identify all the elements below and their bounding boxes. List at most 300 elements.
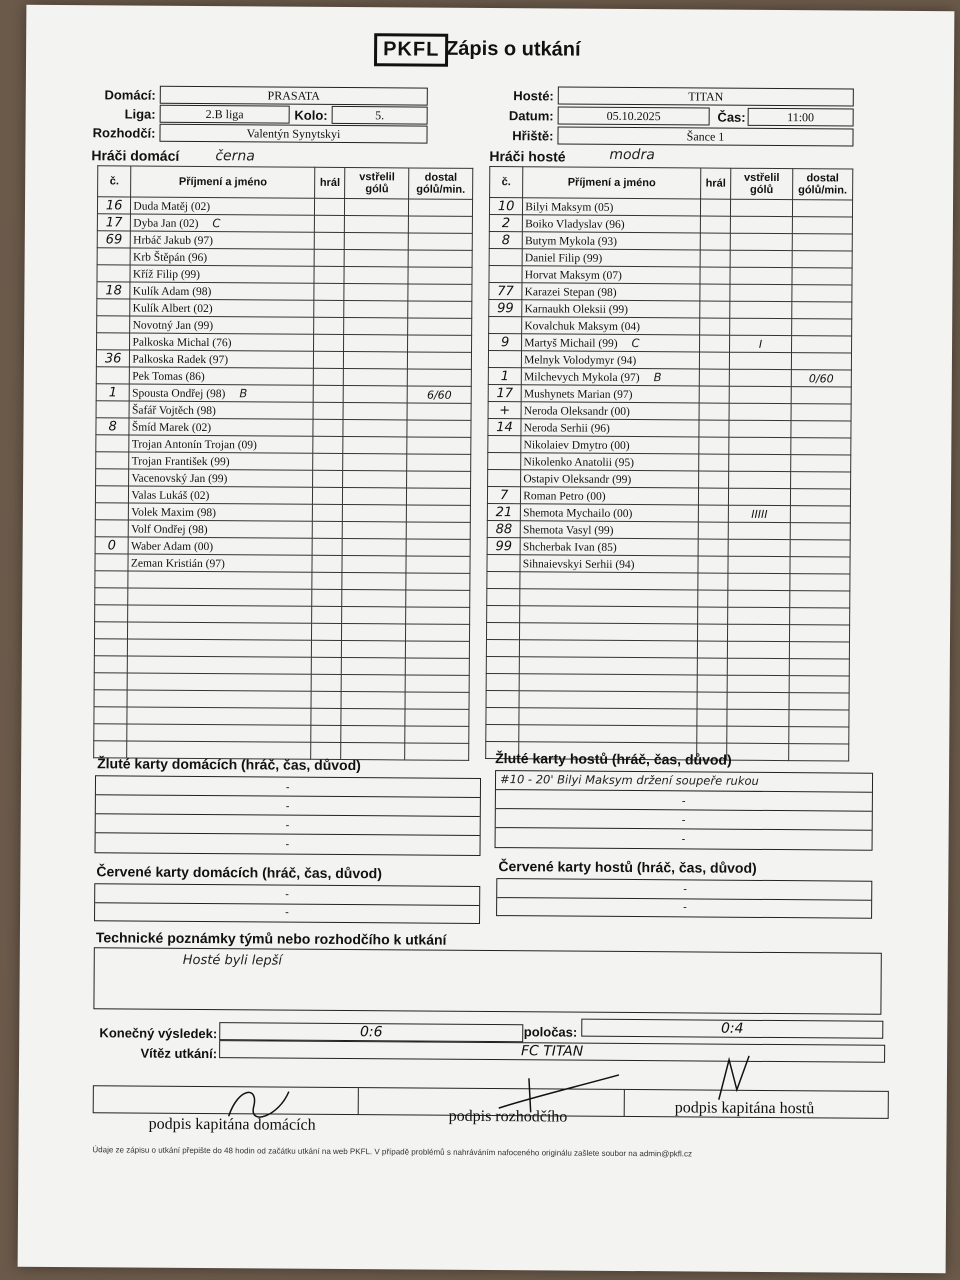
cell-name	[522, 249, 700, 267]
away-red-box: - -	[496, 878, 872, 919]
cell-scored	[345, 199, 409, 216]
away-roster-table	[485, 166, 853, 762]
cell-conceded	[790, 472, 850, 489]
cell-name	[129, 435, 313, 453]
cell-conceded	[405, 743, 469, 760]
player-name: Nikolaiev Dmytro (00)	[523, 439, 630, 452]
cell-name	[130, 299, 314, 317]
cell-played	[312, 555, 342, 572]
cell-conceded	[789, 727, 849, 744]
player-name: Trojan Antonín Trojan (09)	[131, 438, 257, 452]
player-name: Neroda Oleksandr (00)	[523, 405, 630, 418]
cell-scored	[730, 318, 792, 335]
cell-name	[130, 384, 314, 402]
cell-conceded	[408, 267, 472, 284]
cell-scored	[342, 657, 406, 674]
cell-conceded	[406, 573, 470, 590]
cell-num	[486, 674, 519, 691]
cell-conceded	[408, 335, 472, 352]
cell-num: 16	[97, 197, 131, 214]
cell-played	[700, 301, 730, 318]
cell-name	[521, 385, 699, 403]
time-value: 11:00	[748, 108, 854, 127]
cell-num	[488, 351, 521, 368]
cell-name	[128, 571, 312, 589]
cell-conceded	[790, 574, 850, 591]
cell-name	[519, 691, 697, 709]
player-name: Dyba Jan (02)	[133, 217, 199, 230]
player-name: Milchevych Mykola (97)	[524, 371, 640, 385]
cell-scored	[343, 521, 407, 538]
cell-name	[129, 469, 313, 487]
cell-scored	[728, 573, 790, 590]
player-name: Kulík Albert (02)	[132, 302, 213, 316]
player-name: Duda Matěj (02)	[133, 200, 211, 214]
col-num: č.	[98, 166, 132, 197]
cell-name	[520, 623, 698, 641]
cell-name	[131, 214, 315, 232]
cell-conceded	[405, 692, 469, 709]
cell-conceded	[405, 726, 469, 743]
away-players-label: Hráči hosté	[489, 148, 566, 165]
cell-played	[313, 470, 343, 487]
player-name: Šafář Vojtěch (98)	[131, 404, 216, 418]
cell-scored	[344, 267, 408, 284]
cell-num	[487, 589, 520, 606]
player-name: Bilyi Maksym (05)	[525, 201, 614, 214]
cell-played	[698, 607, 728, 624]
cell-played	[697, 641, 727, 658]
col-conceded: dostal gólů/min.	[792, 169, 852, 200]
cell-num	[97, 333, 131, 350]
cell-played	[699, 454, 729, 471]
cell-played	[313, 487, 343, 504]
cell-name	[520, 606, 698, 624]
player-name: Butym Mykola (93)	[524, 235, 618, 248]
document-title: Zápis o utkání	[446, 37, 581, 61]
cell-conceded	[791, 336, 851, 353]
cell-name	[522, 266, 700, 284]
cell-scored	[730, 352, 792, 369]
cell-scored	[728, 607, 790, 624]
cell-num	[95, 554, 129, 571]
cell-num	[94, 673, 128, 690]
cell-name	[520, 589, 698, 607]
cell-scored	[727, 675, 789, 692]
cell-played	[311, 640, 341, 657]
cell-played	[311, 674, 341, 691]
cell-conceded	[407, 403, 471, 420]
cell-scored	[729, 420, 791, 437]
cell-played	[313, 453, 343, 470]
cell-scored	[727, 743, 789, 760]
away-yellow-box: #10 - 20' Bilyi Maksym držení soupeře rukou - - -	[495, 770, 874, 851]
cell-scored	[730, 267, 792, 284]
cell-played	[314, 266, 344, 283]
player-role-note: C	[212, 216, 221, 231]
cell-num	[486, 725, 519, 742]
cell-played	[700, 284, 730, 301]
cell-num: 17	[97, 214, 131, 231]
cell-conceded	[791, 421, 851, 438]
cell-conceded	[408, 369, 472, 386]
cell-num: 18	[97, 282, 131, 299]
cell-played	[312, 589, 342, 606]
cell-conceded	[407, 420, 471, 437]
cell-scored	[345, 233, 409, 250]
cell-num	[487, 555, 520, 572]
cell-name	[519, 674, 697, 692]
cell-scored	[343, 453, 407, 470]
player-name: Daniel Filip (99)	[524, 252, 603, 265]
player-name: Mushynets Marian (97)	[523, 388, 633, 402]
cell-conceded	[406, 556, 470, 573]
cell-conceded	[406, 658, 470, 675]
cell-conceded	[408, 352, 472, 369]
cell-conceded	[789, 608, 849, 625]
player-name: Vacenovský Jan (99)	[131, 472, 228, 486]
pkfl-logo: PKFL	[374, 33, 448, 67]
home-roster-table	[93, 165, 473, 761]
cell-scored	[344, 318, 408, 335]
cell-played	[699, 420, 729, 437]
cell-scored	[728, 624, 790, 641]
cell-played	[698, 573, 728, 590]
cell-played	[313, 351, 343, 368]
cell-conceded	[791, 387, 851, 404]
cell-played	[313, 436, 343, 453]
cell-scored	[728, 590, 790, 607]
cell-scored	[344, 284, 408, 301]
cell-scored	[341, 708, 405, 725]
cell-conceded	[408, 318, 472, 335]
cell-conceded	[405, 675, 469, 692]
cell-name	[129, 503, 313, 521]
cell-name	[522, 334, 700, 352]
cell-conceded	[407, 454, 471, 471]
cell-played	[699, 335, 729, 352]
cell-conceded	[792, 285, 852, 302]
cell-scored	[345, 216, 409, 233]
player-name: Palkoska Radek (97)	[132, 353, 229, 367]
player-name: Shemota Vasyl (99)	[522, 524, 614, 537]
cell-played	[698, 556, 728, 573]
player-name: Nikolenko Anatolii (95)	[523, 456, 635, 470]
cell-scored	[727, 641, 789, 658]
cell-num: 77	[489, 283, 522, 300]
cell-num	[95, 588, 129, 605]
cell-scored	[343, 436, 407, 453]
cell-name	[127, 707, 311, 725]
home-red-label: Červené karty domácích (hráč, čas, důvod)	[96, 863, 382, 882]
cell-played	[314, 215, 344, 232]
cell-played	[312, 538, 342, 555]
cell-conceded	[790, 506, 850, 523]
cell-conceded	[408, 233, 472, 250]
cell-num: 0	[95, 537, 129, 554]
cell-conceded	[406, 641, 470, 658]
cell-num	[96, 452, 130, 469]
cell-played	[314, 283, 344, 300]
cell-name	[520, 521, 698, 539]
cell-scored	[729, 403, 791, 420]
player-name: Pek Tomas (86)	[132, 370, 205, 384]
cell-scored	[344, 386, 408, 403]
cell-conceded	[789, 659, 849, 676]
cell-played	[698, 471, 728, 488]
cell-conceded: 0/60	[791, 370, 851, 387]
away-yellow-entry: #10 - 20' Bilyi Maksym držení soupeře rukou	[499, 772, 759, 788]
cell-conceded	[406, 522, 470, 539]
player-name: Boiko Vladyslav (96)	[525, 218, 625, 231]
cell-conceded	[792, 302, 852, 319]
cell-conceded	[790, 540, 850, 557]
match-sheet-paper	[18, 5, 955, 1273]
cell-conceded	[791, 353, 851, 370]
cell-name	[128, 554, 312, 572]
notes-label: Technické poznámky týmů nebo rozhodčího k utkání	[95, 929, 447, 948]
cell-name	[521, 402, 699, 420]
cell-played	[314, 249, 344, 266]
player-role-note: B	[239, 386, 248, 401]
cell-scored	[728, 522, 790, 539]
home-team: PRASATA	[160, 86, 428, 106]
cell-name	[521, 419, 699, 437]
cell-conceded	[789, 625, 849, 642]
pitch-value: Šance 1	[557, 126, 853, 146]
cell-conceded	[405, 709, 469, 726]
player-name: Valas Lukáš (02)	[131, 489, 210, 503]
cell-scored	[343, 470, 407, 487]
cell-num	[96, 435, 130, 452]
cell-name	[127, 724, 311, 742]
cell-num	[487, 572, 520, 589]
cell-played	[313, 419, 343, 436]
cell-played	[314, 317, 344, 334]
cell-played	[700, 216, 730, 233]
player-name: Palkoska Michal (76)	[132, 336, 232, 350]
player-name: Trojan František (99)	[131, 455, 230, 469]
cell-name	[130, 316, 314, 334]
cell-conceded	[406, 624, 470, 641]
player-name: Martyš Michail (99)	[524, 337, 618, 350]
cell-name	[131, 197, 315, 215]
cell-name	[523, 198, 701, 216]
home-captain-signature-label: podpis kapitána domácích	[148, 1115, 316, 1134]
cell-played	[699, 437, 729, 454]
cell-num	[94, 690, 128, 707]
cell-scored	[730, 250, 792, 267]
cell-played	[698, 488, 728, 505]
cell-played	[315, 198, 345, 215]
cell-num	[94, 656, 128, 673]
cell-name	[131, 248, 315, 266]
col-played: hrál	[315, 167, 346, 198]
cell-conceded	[407, 437, 471, 454]
cell-num	[97, 299, 131, 316]
cell-played	[698, 590, 728, 607]
player-name: Kříž Filip (99)	[132, 268, 201, 281]
cell-num	[96, 367, 130, 384]
cell-scored	[342, 572, 406, 589]
league-label: Liga:	[124, 106, 156, 122]
cell-conceded	[408, 284, 472, 301]
cell-played	[313, 385, 343, 402]
cell-name	[130, 367, 314, 385]
player-name: Karnaukh Oleksii (99)	[524, 303, 629, 316]
cell-name	[130, 282, 314, 300]
cell-scored	[343, 402, 407, 419]
cell-num: 99	[489, 300, 522, 317]
col-conceded: dostal gólů/min.	[409, 168, 473, 199]
cell-played	[314, 232, 344, 249]
cell-name	[522, 317, 700, 335]
col-name: Příjmení a jméno	[131, 166, 315, 198]
cell-conceded	[409, 216, 473, 233]
cell-name	[130, 350, 314, 368]
cell-name	[520, 640, 698, 658]
player-name: Kulík Adam (98)	[132, 285, 212, 299]
cell-conceded	[406, 607, 470, 624]
cell-conceded	[406, 539, 470, 556]
cell-name	[520, 572, 698, 590]
player-name: Sihnaievskyi Serhii (94)	[522, 558, 635, 572]
cell-name	[520, 538, 698, 556]
cell-scored	[730, 301, 792, 318]
player-name: Shcherbak Ivan (85)	[522, 541, 617, 554]
cell-num: 21	[487, 504, 520, 521]
cell-scored	[729, 369, 791, 386]
cell-played	[312, 521, 342, 538]
cell-name	[129, 452, 313, 470]
player-name: Roman Petro (00)	[523, 490, 606, 503]
cell-conceded	[792, 268, 852, 285]
cell-scored	[344, 301, 408, 318]
player-role-note: B	[653, 370, 662, 385]
cell-num	[94, 707, 128, 724]
cell-played	[700, 318, 730, 335]
cell-name	[129, 418, 313, 436]
cell-name	[521, 453, 699, 471]
cell-played	[314, 334, 344, 351]
cell-num	[95, 605, 129, 622]
cell-num	[486, 691, 519, 708]
home-red-box: - -	[94, 883, 480, 924]
cell-played	[698, 522, 728, 539]
cell-num	[95, 571, 129, 588]
footer-note: Údaje ze zápisu o utkání přepište do 48 hodin od začátku utkání na web PKFL. V případě problémů s nahráváním nafoceného originálu zašlete soubor na admin@pkfl.cz	[92, 1145, 693, 1159]
cell-num	[97, 316, 131, 333]
cell-conceded	[407, 505, 471, 522]
home-label: Domácí:	[104, 87, 156, 103]
cell-scored	[343, 504, 407, 521]
cell-num: 7	[487, 487, 520, 504]
cell-name	[521, 487, 699, 505]
player-name: Melnyk Volodymyr (94)	[524, 354, 637, 368]
cell-num	[489, 266, 522, 283]
final-score-value: 0:6	[219, 1022, 523, 1042]
cell-num: 88	[487, 521, 520, 538]
cell-name	[131, 231, 315, 249]
cell-played	[313, 402, 343, 419]
cell-conceded	[791, 455, 851, 472]
cell-played	[311, 725, 341, 742]
cell-scored	[342, 606, 406, 623]
cell-num	[488, 436, 521, 453]
cell-scored: IIIII	[728, 505, 790, 522]
cell-num	[489, 317, 522, 334]
cell-num	[488, 470, 521, 487]
cell-conceded	[789, 710, 849, 727]
away-red-label: Červené karty hostů (hráč, čas, důvod)	[498, 858, 757, 876]
cell-num	[487, 606, 520, 623]
cell-scored	[729, 471, 791, 488]
final-score-label: Konečný výsledek:	[99, 1025, 218, 1042]
cell-played	[313, 368, 343, 385]
halftime-label: poločas:	[523, 1024, 578, 1040]
cell-name	[521, 368, 699, 386]
player-name: Novotný Jan (99)	[132, 319, 214, 333]
winner-value: FC TITAN	[219, 1040, 885, 1063]
cell-name	[522, 351, 700, 369]
cell-name	[128, 588, 312, 606]
cell-conceded	[789, 642, 849, 659]
player-name: Zeman Kristián (97)	[130, 557, 225, 571]
cell-num: 1	[488, 368, 521, 385]
away-color-note: modra	[609, 146, 655, 164]
cell-played	[699, 403, 729, 420]
round-value: 5.	[332, 106, 428, 125]
away-captain-signature-label: podpis kapitána hostů	[674, 1099, 815, 1118]
cell-conceded	[407, 488, 471, 505]
cell-conceded: 6/60	[407, 386, 471, 403]
cell-name	[130, 333, 314, 351]
cell-name	[128, 537, 312, 555]
cell-scored	[342, 555, 406, 572]
player-name: Spousta Ondřej (98)	[132, 387, 226, 401]
cell-played	[697, 709, 727, 726]
cell-num: +	[488, 402, 521, 419]
home-color-note: černa	[215, 148, 255, 165]
player-role-note: C	[631, 336, 640, 351]
home-players-label: Hráči domácí	[91, 147, 180, 164]
cell-played	[697, 675, 727, 692]
cell-played	[697, 726, 727, 743]
cell-played	[311, 657, 341, 674]
cell-played	[312, 504, 342, 521]
cell-scored	[344, 369, 408, 386]
home-yellow-label: Žluté karty domácích (hráč, čas, důvod)	[97, 755, 361, 774]
notes-box	[93, 947, 881, 1014]
notes-text: Hosté byli lepší	[182, 952, 283, 969]
cell-num	[96, 469, 130, 486]
cell-scored	[727, 658, 789, 675]
cell-played	[314, 300, 344, 317]
cell-played	[311, 691, 341, 708]
cell-played	[312, 606, 342, 623]
cell-name	[128, 622, 312, 640]
cell-played	[700, 199, 730, 216]
cell-scored	[730, 216, 792, 233]
col-played: hrál	[700, 168, 730, 199]
cell-num: 8	[96, 418, 130, 435]
cell-scored	[343, 419, 407, 436]
cell-name	[128, 673, 312, 691]
cell-name	[522, 232, 700, 250]
player-name: Kovalchuk Maksym (04)	[524, 320, 641, 334]
cell-scored	[344, 352, 408, 369]
cell-name	[127, 690, 311, 708]
